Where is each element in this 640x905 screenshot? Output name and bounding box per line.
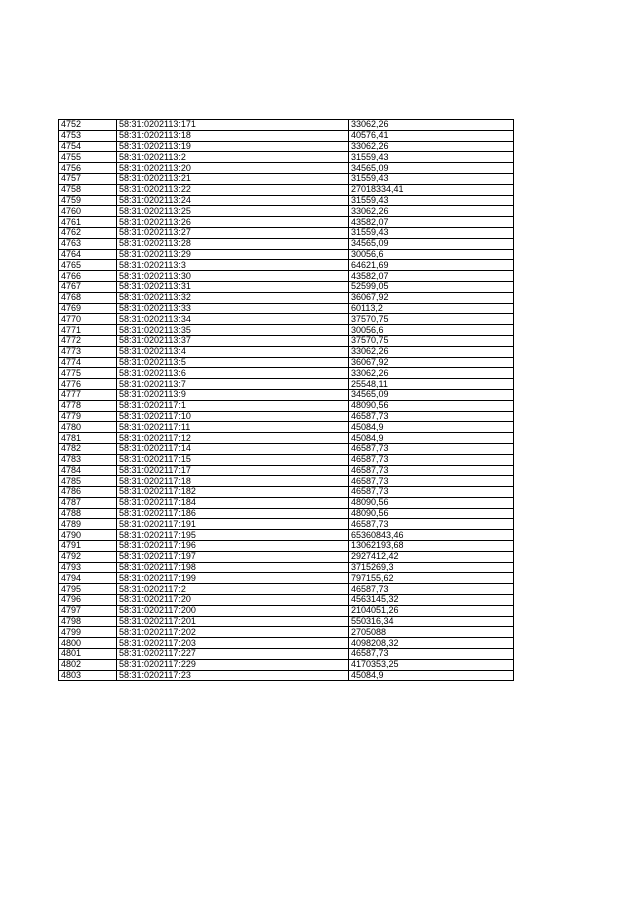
table-row	[59, 389, 514, 400]
value-cell: 33062,26	[349, 368, 514, 379]
cadastral-number-cell: 58:31:0202113:28	[117, 238, 349, 249]
value-cell: 46587,73	[349, 487, 514, 498]
row-number-cell: 4783	[59, 454, 117, 465]
cadastral-number-cell: 58:31:0202117:197	[117, 551, 349, 562]
cadastral-number-cell: 58:31:0202117:184	[117, 497, 349, 508]
value-cell: 25548,11	[349, 379, 514, 390]
cadastral-number-cell: 58:31:0202113:3	[117, 260, 349, 271]
cadastral-number-cell: 58:31:0202113:22	[117, 184, 349, 195]
row-number-cell: 4782	[59, 443, 117, 454]
row-number-cell: 4796	[59, 595, 117, 606]
value-cell: 31559,43	[349, 227, 514, 238]
table-row	[59, 368, 514, 379]
row-number-cell: 4781	[59, 433, 117, 444]
row-number-cell: 4753	[59, 130, 117, 141]
row-number-cell: 4763	[59, 238, 117, 249]
value-cell: 45084,9	[349, 422, 514, 433]
row-number-cell: 4778	[59, 400, 117, 411]
value-cell: 45084,9	[349, 670, 514, 681]
table-row	[59, 303, 514, 314]
value-cell: 36067,92	[349, 357, 514, 368]
cadastral-number-cell: 58:31:0202113:25	[117, 206, 349, 217]
row-number-cell: 4780	[59, 422, 117, 433]
row-number-cell: 4792	[59, 551, 117, 562]
table-row	[59, 443, 514, 454]
cadastral-number-cell: 58:31:0202113:31	[117, 281, 349, 292]
cadastral-number-cell: 58:31:0202113:32	[117, 292, 349, 303]
table-row	[59, 184, 514, 195]
cadastral-number-cell: 58:31:0202117:17	[117, 465, 349, 476]
table-row	[59, 530, 514, 541]
cadastral-number-cell: 58:31:0202113:6	[117, 368, 349, 379]
row-number-cell: 4791	[59, 541, 117, 552]
value-cell: 550316,34	[349, 616, 514, 627]
row-number-cell: 4771	[59, 325, 117, 336]
row-number-cell: 4795	[59, 584, 117, 595]
table-row	[59, 206, 514, 217]
value-cell: 46587,73	[349, 454, 514, 465]
row-number-cell: 4759	[59, 195, 117, 206]
table-row	[59, 120, 514, 131]
cadastral-number-cell: 58:31:0202113:20	[117, 163, 349, 174]
row-number-cell: 4803	[59, 670, 117, 681]
table-row	[59, 595, 514, 606]
value-cell: 46587,73	[349, 443, 514, 454]
table-row	[59, 163, 514, 174]
table-row	[59, 249, 514, 260]
table-row	[59, 217, 514, 228]
row-number-cell: 4801	[59, 649, 117, 660]
row-number-cell: 4797	[59, 605, 117, 616]
table-row	[59, 314, 514, 325]
cadastral-number-cell: 58:31:0202117:201	[117, 616, 349, 627]
table-row	[59, 281, 514, 292]
table-row	[59, 325, 514, 336]
value-cell: 13062193,68	[349, 541, 514, 552]
value-cell: 48090,56	[349, 497, 514, 508]
row-number-cell: 4785	[59, 476, 117, 487]
table-row	[59, 616, 514, 627]
row-number-cell: 4773	[59, 346, 117, 357]
cadastral-number-cell: 58:31:0202117:196	[117, 541, 349, 552]
row-number-cell: 4761	[59, 217, 117, 228]
row-number-cell: 4768	[59, 292, 117, 303]
table-row	[59, 476, 514, 487]
table-row	[59, 141, 514, 152]
row-number-cell: 4767	[59, 281, 117, 292]
table-row	[59, 335, 514, 346]
table-row	[59, 670, 514, 681]
table-row	[59, 260, 514, 271]
table-row	[59, 411, 514, 422]
value-cell: 46587,73	[349, 649, 514, 660]
cadastral-number-cell: 58:31:0202113:30	[117, 271, 349, 282]
row-number-cell: 4770	[59, 314, 117, 325]
table-row	[59, 271, 514, 282]
row-number-cell: 4787	[59, 497, 117, 508]
cadastral-number-cell: 58:31:0202113:2	[117, 152, 349, 163]
value-cell: 31559,43	[349, 195, 514, 206]
cadastral-number-cell: 58:31:0202117:15	[117, 454, 349, 465]
cadastral-number-cell: 58:31:0202113:7	[117, 379, 349, 390]
row-number-cell: 4788	[59, 508, 117, 519]
value-cell: 31559,43	[349, 152, 514, 163]
row-number-cell: 4776	[59, 379, 117, 390]
table-row	[59, 238, 514, 249]
value-cell: 48090,56	[349, 508, 514, 519]
cadastral-number-cell: 58:31:0202113:4	[117, 346, 349, 357]
row-number-cell: 4798	[59, 616, 117, 627]
table-row	[59, 292, 514, 303]
cadastral-number-cell: 58:31:0202117:191	[117, 519, 349, 530]
cadastral-number-cell: 58:31:0202113:35	[117, 325, 349, 336]
row-number-cell: 4775	[59, 368, 117, 379]
table-row	[59, 584, 514, 595]
table-row	[59, 379, 514, 390]
row-number-cell: 4762	[59, 227, 117, 238]
cadastral-number-cell: 58:31:0202117:186	[117, 508, 349, 519]
row-number-cell: 4756	[59, 163, 117, 174]
cadastral-number-cell: 58:31:0202113:24	[117, 195, 349, 206]
cadastral-number-cell: 58:31:0202117:14	[117, 443, 349, 454]
table-row	[59, 422, 514, 433]
cadastral-number-cell: 58:31:0202117:20	[117, 595, 349, 606]
table-body	[59, 120, 514, 681]
row-number-cell: 4802	[59, 659, 117, 670]
table-row	[59, 605, 514, 616]
cadastral-number-cell: 58:31:0202117:2	[117, 584, 349, 595]
cadastral-number-cell: 58:31:0202117:182	[117, 487, 349, 498]
value-cell: 46587,73	[349, 465, 514, 476]
value-cell: 34565,09	[349, 163, 514, 174]
row-number-cell: 4766	[59, 271, 117, 282]
row-number-cell: 4794	[59, 573, 117, 584]
value-cell: 27018334,41	[349, 184, 514, 195]
table-row	[59, 541, 514, 552]
value-cell: 2104051,26	[349, 605, 514, 616]
table-row	[59, 227, 514, 238]
table-row	[59, 173, 514, 184]
cadastral-number-cell: 58:31:0202117:23	[117, 670, 349, 681]
cadastral-number-cell: 58:31:0202117:195	[117, 530, 349, 541]
row-number-cell: 4799	[59, 627, 117, 638]
value-cell: 37570,75	[349, 314, 514, 325]
table-row	[59, 649, 514, 660]
table-row	[59, 346, 514, 357]
cadastral-number-cell: 58:31:0202113:29	[117, 249, 349, 260]
table-row	[59, 487, 514, 498]
row-number-cell: 4757	[59, 173, 117, 184]
cadastral-number-cell: 58:31:0202113:26	[117, 217, 349, 228]
table-row	[59, 454, 514, 465]
cadastral-number-cell: 58:31:0202113:9	[117, 389, 349, 400]
value-cell: 4170353,25	[349, 659, 514, 670]
cadastral-number-cell: 58:31:0202113:34	[117, 314, 349, 325]
row-number-cell: 4790	[59, 530, 117, 541]
value-cell: 43582,07	[349, 217, 514, 228]
table-row	[59, 433, 514, 444]
value-cell: 46587,73	[349, 411, 514, 422]
cadastral-number-cell: 58:31:0202117:203	[117, 638, 349, 649]
cadastral-number-cell: 58:31:0202117:202	[117, 627, 349, 638]
table-row	[59, 130, 514, 141]
row-number-cell: 4793	[59, 562, 117, 573]
row-number-cell: 4755	[59, 152, 117, 163]
table-row	[59, 519, 514, 530]
cadastral-number-cell: 58:31:0202117:12	[117, 433, 349, 444]
value-cell: 33062,26	[349, 120, 514, 131]
value-cell: 64621,69	[349, 260, 514, 271]
cadastral-number-cell: 58:31:0202113:18	[117, 130, 349, 141]
row-number-cell: 4754	[59, 141, 117, 152]
cadastral-number-cell: 58:31:0202117:200	[117, 605, 349, 616]
cadastral-number-cell: 58:31:0202113:33	[117, 303, 349, 314]
cadastral-number-cell: 58:31:0202117:198	[117, 562, 349, 573]
value-cell: 60113,2	[349, 303, 514, 314]
row-number-cell: 4772	[59, 335, 117, 346]
cadastral-number-cell: 58:31:0202117:18	[117, 476, 349, 487]
cadastral-number-cell: 58:31:0202113:19	[117, 141, 349, 152]
row-number-cell: 4752	[59, 120, 117, 131]
value-cell: 2927412,42	[349, 551, 514, 562]
cadastral-number-cell: 58:31:0202117:1	[117, 400, 349, 411]
row-number-cell: 4784	[59, 465, 117, 476]
table-row	[59, 627, 514, 638]
cadastral-number-cell: 58:31:0202117:227	[117, 649, 349, 660]
row-number-cell: 4789	[59, 519, 117, 530]
value-cell: 3715269,3	[349, 562, 514, 573]
table-row	[59, 195, 514, 206]
row-number-cell: 4765	[59, 260, 117, 271]
row-number-cell: 4758	[59, 184, 117, 195]
cadastral-number-cell: 58:31:0202113:37	[117, 335, 349, 346]
value-cell: 46587,73	[349, 584, 514, 595]
table-row	[59, 357, 514, 368]
data-table	[58, 119, 514, 681]
value-cell: 4098208,32	[349, 638, 514, 649]
cadastral-number-cell: 58:31:0202117:199	[117, 573, 349, 584]
table-row	[59, 562, 514, 573]
row-number-cell: 4786	[59, 487, 117, 498]
table-row	[59, 551, 514, 562]
value-cell: 52599,05	[349, 281, 514, 292]
row-number-cell: 4774	[59, 357, 117, 368]
cadastral-number-cell: 58:31:0202113:27	[117, 227, 349, 238]
table-row	[59, 152, 514, 163]
cadastral-number-cell: 58:31:0202113:21	[117, 173, 349, 184]
table-row	[59, 659, 514, 670]
value-cell: 37570,75	[349, 335, 514, 346]
value-cell: 30056,6	[349, 249, 514, 260]
cadastral-number-cell: 58:31:0202113:171	[117, 120, 349, 131]
value-cell: 43582,07	[349, 271, 514, 282]
table-row	[59, 400, 514, 411]
row-number-cell: 4779	[59, 411, 117, 422]
table-row	[59, 573, 514, 584]
cadastral-number-cell: 58:31:0202117:229	[117, 659, 349, 670]
value-cell: 4563145,32	[349, 595, 514, 606]
value-cell: 36067,92	[349, 292, 514, 303]
table-row	[59, 508, 514, 519]
value-cell: 46587,73	[349, 476, 514, 487]
row-number-cell: 4777	[59, 389, 117, 400]
value-cell: 45084,9	[349, 433, 514, 444]
value-cell: 33062,26	[349, 206, 514, 217]
value-cell: 34565,09	[349, 238, 514, 249]
row-number-cell: 4764	[59, 249, 117, 260]
value-cell: 34565,09	[349, 389, 514, 400]
value-cell: 65360843,46	[349, 530, 514, 541]
value-cell: 2705088	[349, 627, 514, 638]
value-cell: 46587,73	[349, 519, 514, 530]
table-row	[59, 497, 514, 508]
value-cell: 30056,6	[349, 325, 514, 336]
row-number-cell: 4800	[59, 638, 117, 649]
row-number-cell: 4769	[59, 303, 117, 314]
value-cell: 40576,41	[349, 130, 514, 141]
row-number-cell: 4760	[59, 206, 117, 217]
value-cell: 31559,43	[349, 173, 514, 184]
table-row	[59, 638, 514, 649]
value-cell: 33062,26	[349, 141, 514, 152]
value-cell: 33062,26	[349, 346, 514, 357]
table-row	[59, 465, 514, 476]
cadastral-number-cell: 58:31:0202113:5	[117, 357, 349, 368]
value-cell: 797155,62	[349, 573, 514, 584]
value-cell: 48090,56	[349, 400, 514, 411]
cadastral-number-cell: 58:31:0202117:11	[117, 422, 349, 433]
cadastral-number-cell: 58:31:0202117:10	[117, 411, 349, 422]
